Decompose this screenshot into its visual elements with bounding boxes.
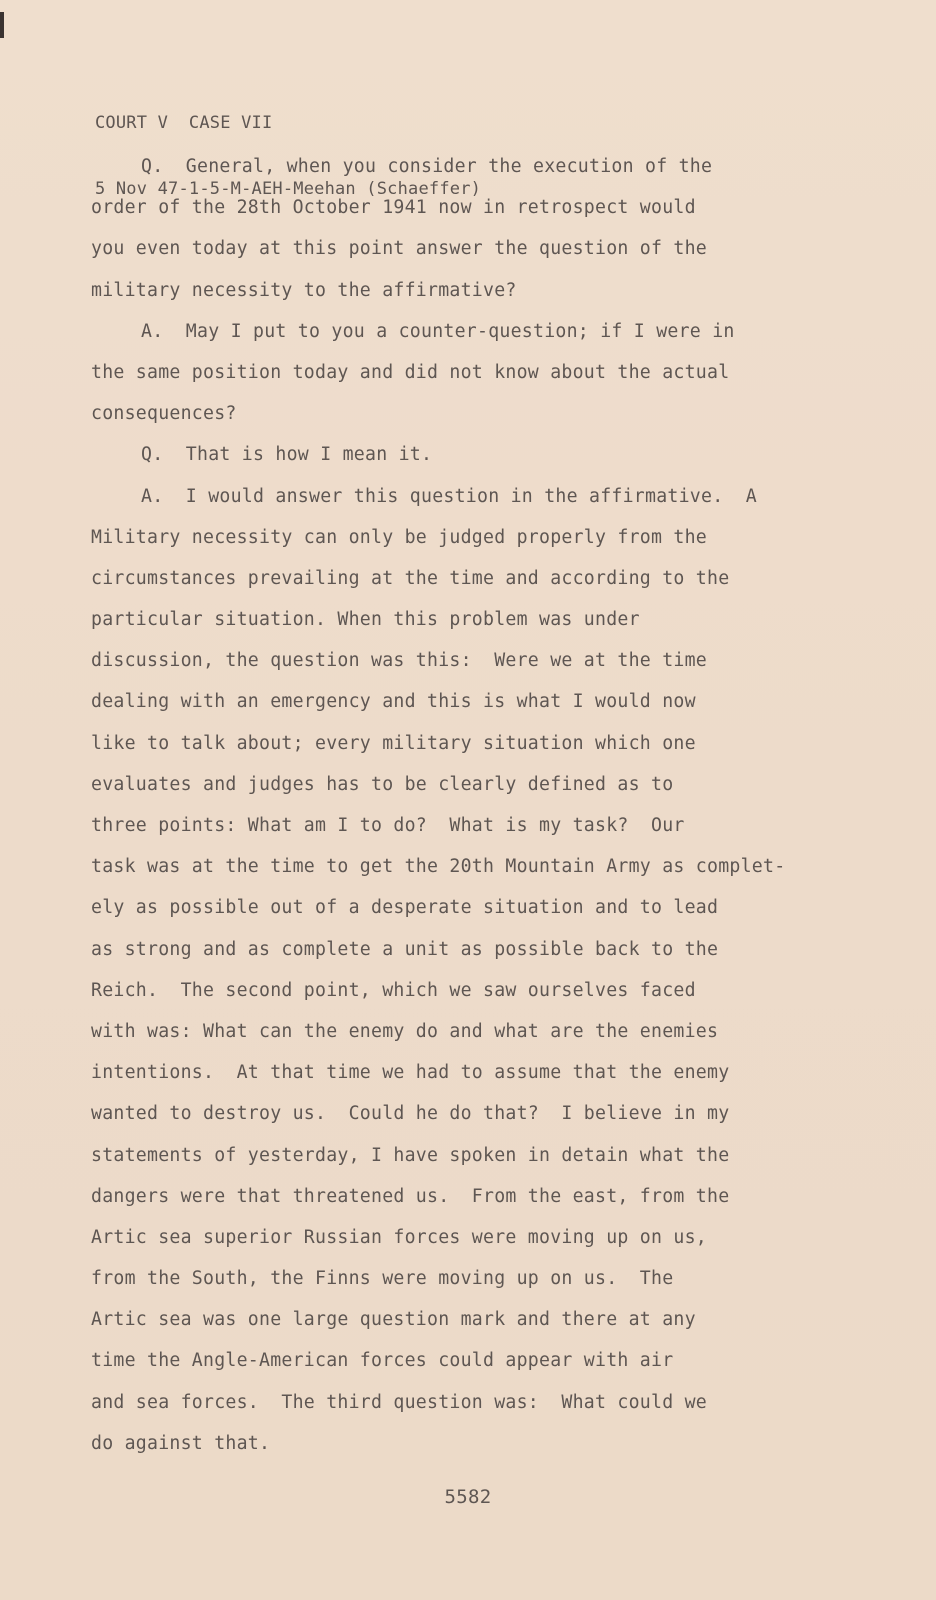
binding-mark [0, 12, 4, 38]
transcript-line: intentions. At that time we had to assume that the enemy [91, 1062, 730, 1084]
transcript-line: statements of yesterday, I have spoken in detain what the [91, 1144, 730, 1166]
transcript-line: and sea forces. The third question was: What could we [91, 1391, 707, 1413]
transcript-line: time the Angle-American forces could appear with air [91, 1350, 674, 1372]
transcript-line: order of the 28th October 1941 now in retrospect would [91, 197, 696, 219]
page-number: 5582 [444, 1486, 492, 1508]
transcript-body [91, 146, 881, 1464]
transcript-line: task was at the time to get the 20th Mountain Army as complet- [91, 856, 786, 878]
transcript-line: you even today at this point answer the question of the [91, 238, 707, 260]
transcript-line: Artic sea was one large question mark and there at any [91, 1309, 696, 1331]
transcript-line: Q. General, when you consider the execution of the [141, 156, 713, 177]
transcript-line: consequences? [91, 403, 237, 425]
transcript-line: Q. That is how I mean it. [141, 444, 433, 466]
transcript-line: three points: What am I to do? What is my task? Our [91, 815, 685, 836]
transcript-line: like to talk about; every military situation which one [91, 732, 696, 754]
transcript-line: as strong and as complete a unit as possible back to the [91, 938, 719, 960]
transcript-line: Military necessity can only be judged properly from the [91, 526, 707, 548]
transcript-line: from the South, the Finns were moving up on us. The [91, 1268, 674, 1290]
transcript-line: the same position today and did not know about the actual [91, 361, 730, 383]
transcript-line: discussion, the question was this: Were we at the time [91, 650, 707, 672]
transcript-line: dealing with an emergency and this is what I would now [91, 691, 696, 713]
header-court-case: COURT V CASE VII [95, 113, 273, 133]
transcript-line: do against that. [91, 1432, 271, 1454]
transcript-line: Reich. The second point, which we saw ourselves faced [91, 979, 696, 1001]
transcript-line: wanted to destroy us. Could he do that? I believe in my [91, 1103, 730, 1125]
transcript-line: Artic sea superior Russian forces were moving up on us, [91, 1226, 707, 1248]
transcript-line: evaluates and judges has to be clearly defined as to [91, 773, 674, 795]
transcript-line: circumstances prevailing at the time and according to the [91, 567, 730, 589]
transcript-line: dangers were that threatened us. From the east, from the [91, 1185, 730, 1207]
transcript-line: ely as possible out of a desperate situation and to lead [91, 897, 719, 919]
transcript-line: with was: What can the enemy do and what are the enemies [91, 1020, 719, 1042]
transcript-line: A. May I put to you a counter-question; if I were in [141, 320, 735, 342]
header-session-info: 5 Nov 47-1-5-M-AEH-Meehan (Schaeffer) [95, 179, 482, 199]
transcript-line: A. I would answer this question in the affirmative. A [141, 485, 757, 507]
transcript-line: particular situation. When this problem was under [91, 609, 640, 631]
transcript-line: military necessity to the affirmative? [91, 279, 517, 301]
